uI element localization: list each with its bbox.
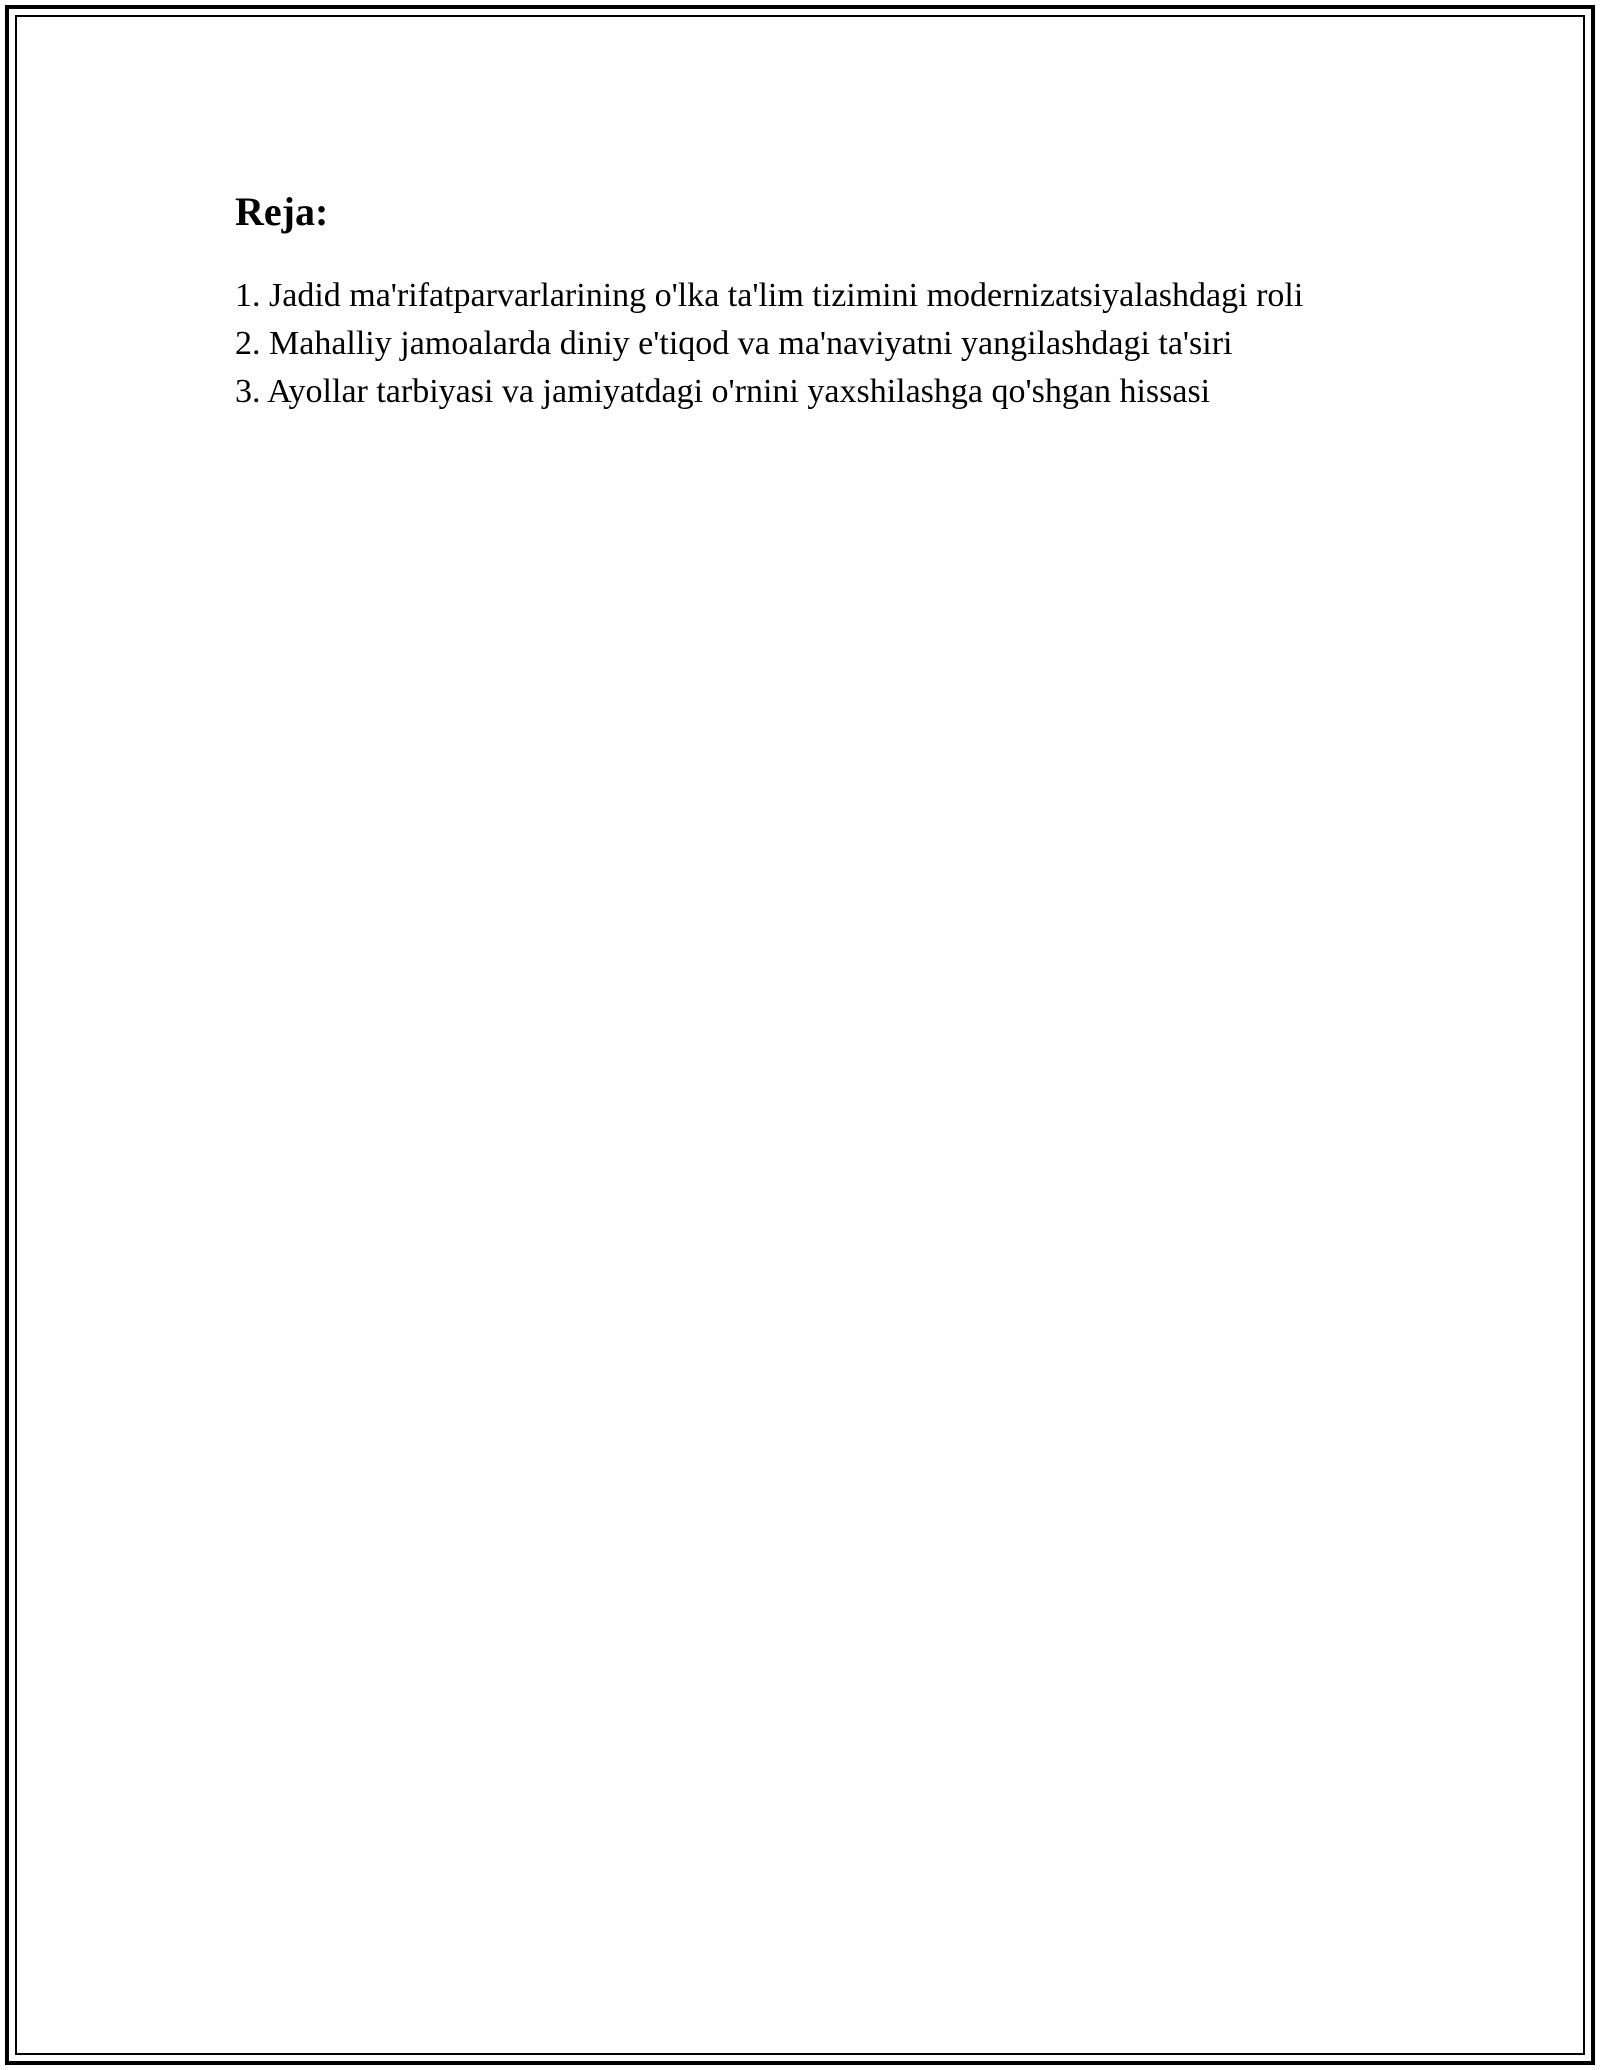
plan-item-1: 1. Jadid ma'rifatparvarlarining o'lka ta'lim tizimini modernizatsiyalashdagi roli — [235, 277, 1304, 314]
plan-item-3: 3. Ayollar tarbiyasi va jamiyatdagi o'rnini yaxshilashga qo'shgan hissasi — [235, 373, 1211, 410]
plan-item-2: 2. Mahalliy jamoalarda diniy e'tiqod va ma'naviyatni yangilashdagi ta'siri — [235, 325, 1233, 362]
document-body — [235, 186, 1365, 416]
plan-list — [235, 272, 1365, 416]
plan-heading: Reja: — [235, 189, 329, 234]
